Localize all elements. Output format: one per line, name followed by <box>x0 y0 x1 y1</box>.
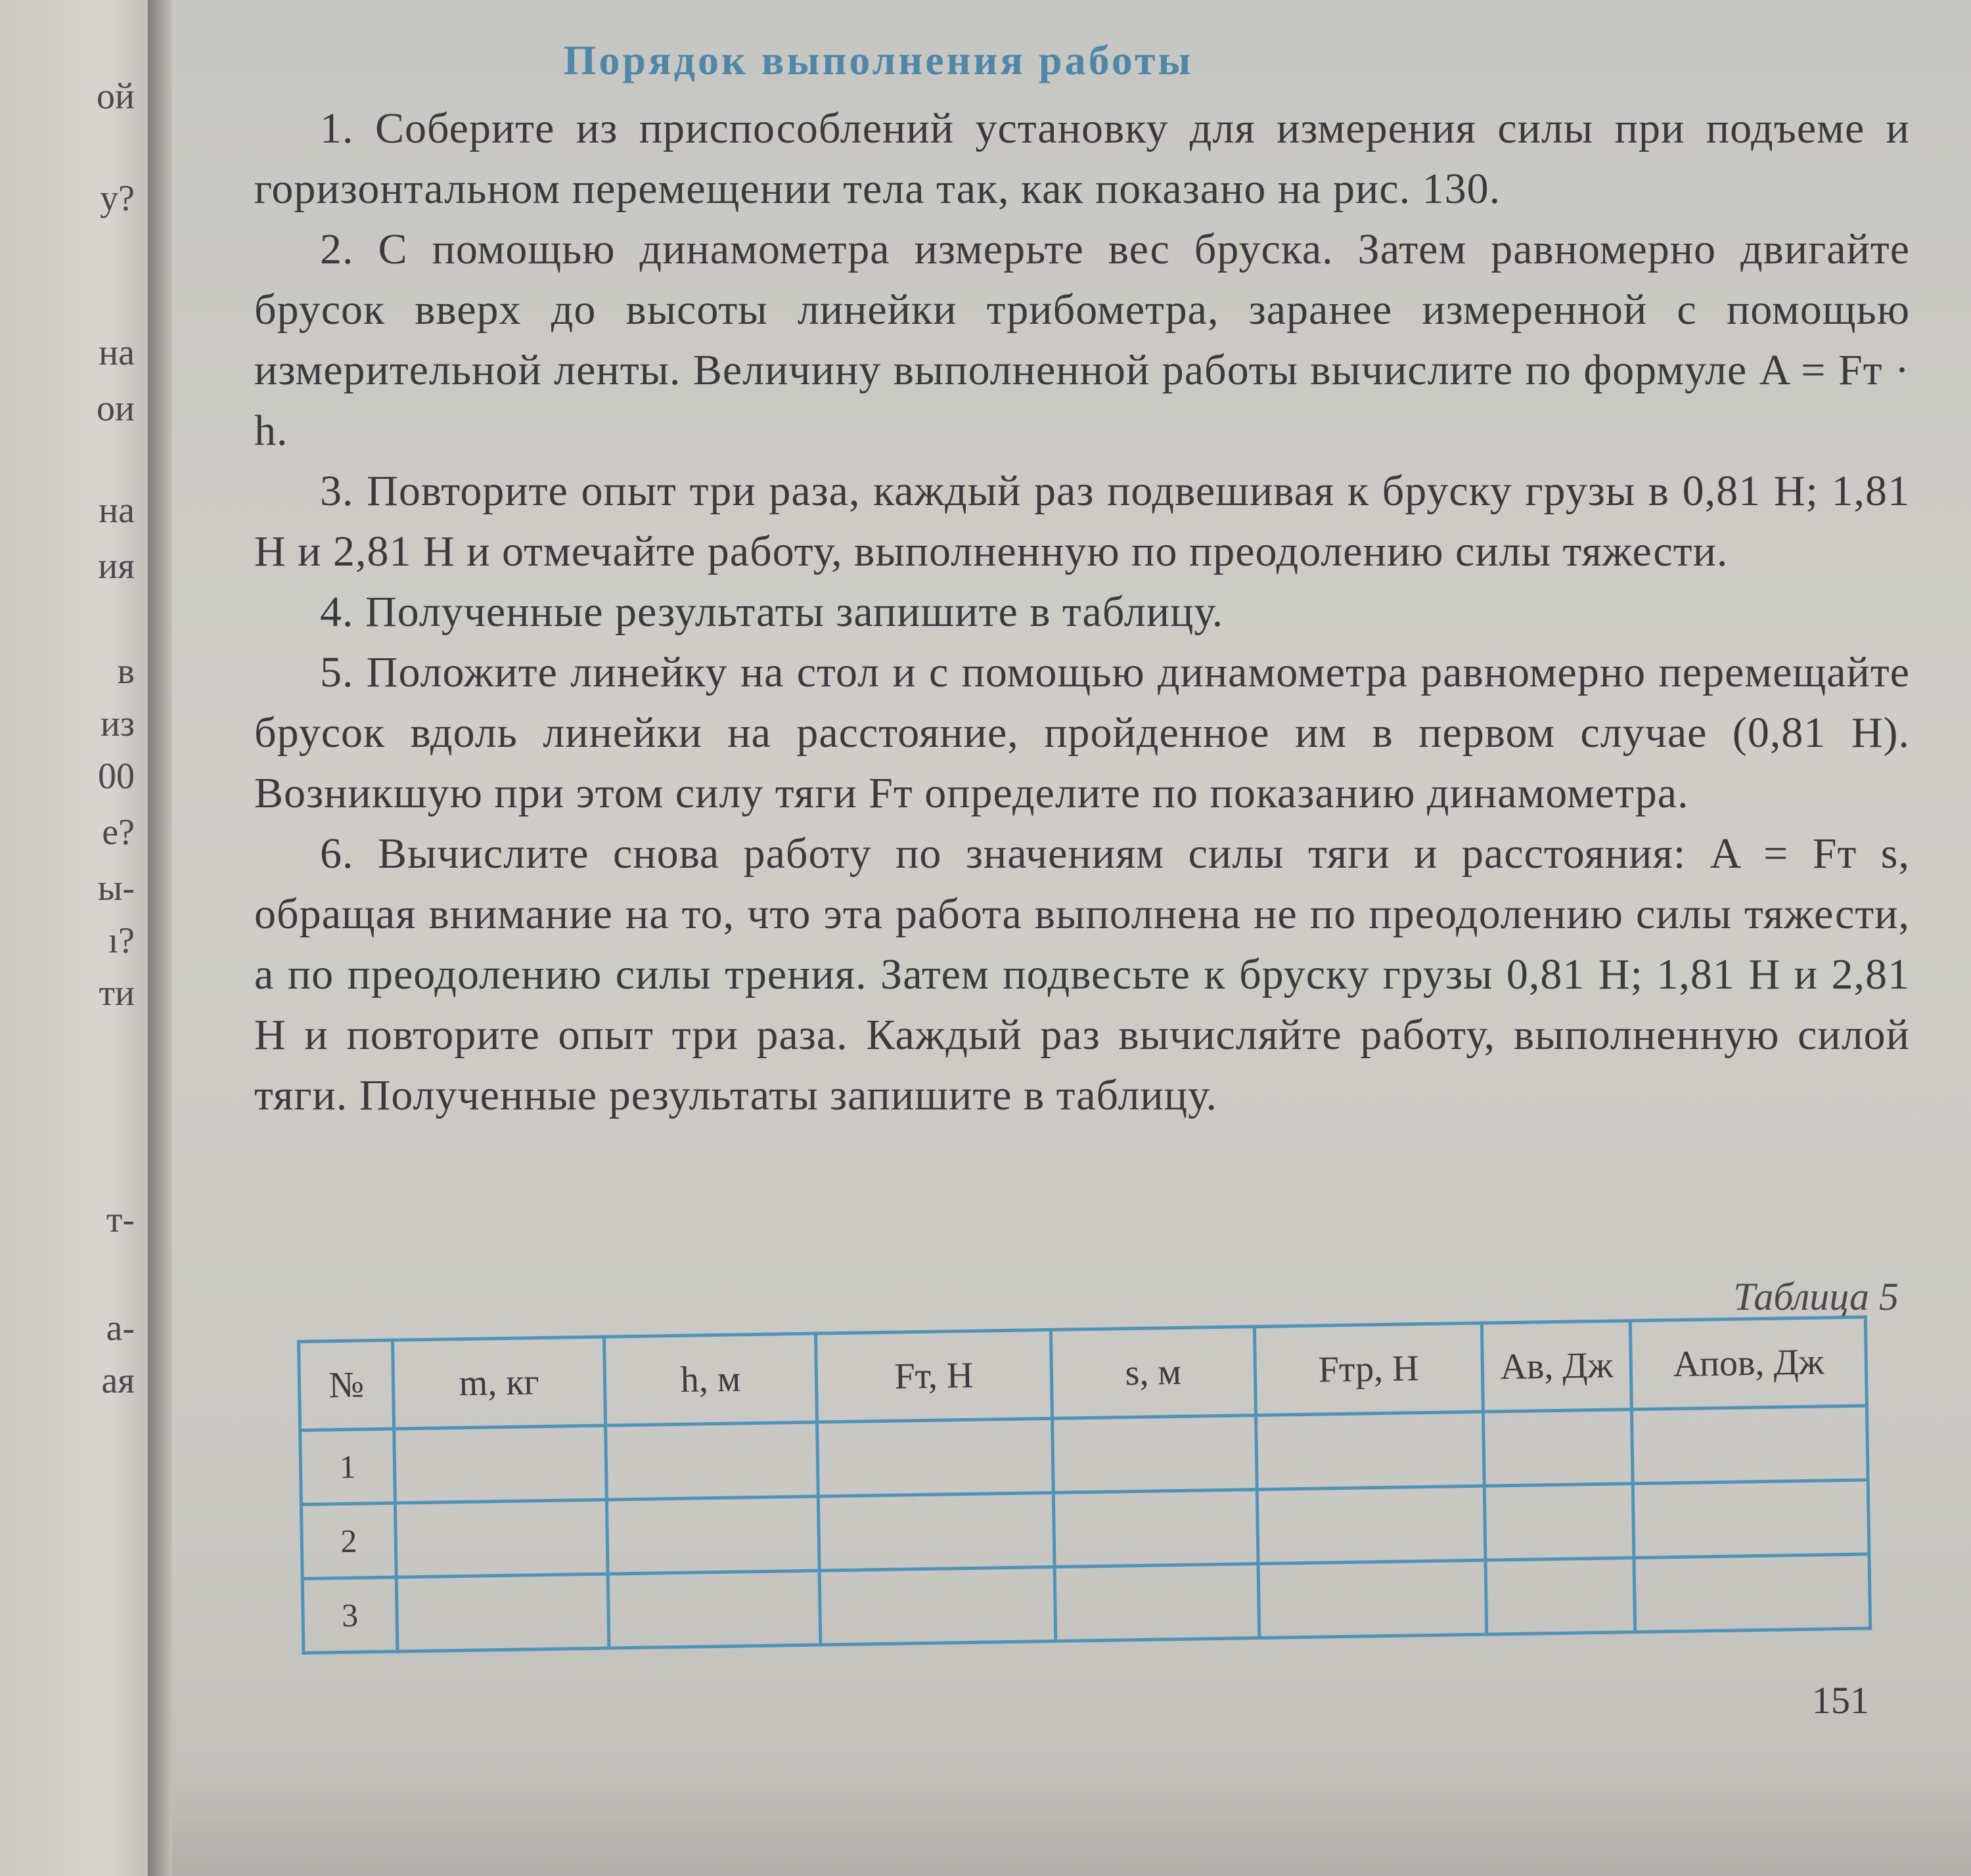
left-fragment: ı? <box>108 920 135 961</box>
previous-page-edge <box>0 0 154 1876</box>
procedure-steps <box>254 99 1910 1126</box>
table-cell <box>817 1418 1053 1496</box>
left-fragment: ая <box>101 1360 135 1401</box>
table-cell: 2 <box>301 1503 396 1578</box>
step-5: 5. Положите линейку на стол и с помощью динамометра равномерно перемещайте брусок вдоль линейки на расстояние, пройденное им в первом случае (0,81 Н). Возникшую при этом силу тяги Fт определите по показанию динамометра. <box>254 648 1910 817</box>
header-cell-friction-force: Fтр, Н <box>1254 1323 1483 1415</box>
step-1: 1. Соберите из приспособлений установку для измерения силы при подъеме и горизонтальном перемещении тела так, как показано на рис. 130. <box>254 104 1910 213</box>
step-2: 2. С помощью динамометра измерьте вес бруска. Затем равномерно двигайте брусок вверх до высоты линейки трибометра, заранее измеренной с помощью измерительной ленты. Величину выполненной работы вычислите по формуле A = Fт · h. <box>254 225 1910 455</box>
step-6: 6. Вычислите снова работу по значениям силы тяги и расстояния: A = Fт s, обращая внимание на то, что эта работа выполнена не по преодолению силы тяжести, а по преодолению силы трения. Затем подвесьте к бруску грузы 0,81 Н; 1,81 Н и 2,81 Н и повторите опыт три раза. Каждый раз вычисляйте работу, выполненную силой тяги. Полученные результаты запишите в таблицу. <box>254 830 1910 1119</box>
table-cell: 3 <box>302 1577 397 1653</box>
table-cell <box>1257 1486 1485 1563</box>
step-3: 3. Повторите опыт три раза, каждый раз подвешивая к бруску грузы в 0,81 Н; 1,81 Н и 2,81 Н и отмечайте работу, выполненную по преодолению силы тяжести. <box>254 467 1910 575</box>
page-number: 151 <box>1812 1679 1869 1722</box>
left-fragment: ы- <box>97 868 135 908</box>
table-cell <box>1634 1554 1870 1632</box>
table-cell <box>1632 1406 1869 1484</box>
table-cell <box>606 1422 819 1500</box>
table-cell <box>818 1492 1054 1571</box>
header-cell-number: № <box>299 1340 394 1430</box>
table-cell <box>819 1567 1055 1645</box>
table-cell <box>394 1425 607 1503</box>
book-page <box>172 0 1971 1876</box>
table-cell <box>1485 1558 1635 1635</box>
left-fragment: е? <box>102 812 135 853</box>
left-fragment: ой <box>97 76 135 117</box>
table-cell: 1 <box>300 1429 396 1504</box>
table-cell <box>606 1496 819 1574</box>
left-fragment: на <box>99 332 135 373</box>
left-fragment: ои <box>97 388 135 429</box>
left-fragment: в <box>117 651 135 692</box>
table-cell <box>1258 1560 1487 1638</box>
results-table-wrapper <box>297 1315 1872 1654</box>
table-cell <box>396 1500 608 1577</box>
left-fragment: 00 <box>98 756 135 797</box>
left-fragment: а- <box>106 1308 135 1349</box>
table-cell <box>1054 1564 1259 1642</box>
header-cell-work-up: Aв, Дж <box>1482 1321 1632 1412</box>
table-cell <box>396 1574 609 1651</box>
left-fragment: ия <box>98 546 135 587</box>
table-cell <box>1256 1412 1484 1489</box>
header-cell-height: h, м <box>604 1333 817 1425</box>
page-title: Порядок выполнения работы <box>563 37 1194 83</box>
page-shadow <box>172 1774 1971 1876</box>
left-fragment: ти <box>99 973 135 1014</box>
table-cell <box>1053 1490 1258 1567</box>
table-cell <box>608 1571 821 1648</box>
book-gutter <box>148 0 174 1876</box>
left-fragment: из <box>100 704 135 744</box>
table-cell <box>1484 1484 1634 1561</box>
header-cell-distance: s, м <box>1051 1327 1256 1419</box>
header-cell-work-horizontal: Aпов, Дж <box>1630 1317 1867 1410</box>
left-fragment: т- <box>106 1199 135 1240</box>
table-cell <box>1633 1480 1869 1558</box>
table-caption: Таблица 5 <box>1733 1275 1899 1318</box>
header-cell-mass: m, кг <box>393 1337 606 1429</box>
left-fragment: у? <box>100 178 135 219</box>
results-table <box>297 1315 1872 1654</box>
step-4: 4. Полученные результаты запишите в таблицу. <box>320 588 1224 636</box>
table-cell <box>1052 1416 1257 1493</box>
table-cell <box>1483 1410 1633 1486</box>
left-fragment: на <box>99 490 135 531</box>
header-cell-traction-force: Fт, Н <box>815 1329 1052 1422</box>
